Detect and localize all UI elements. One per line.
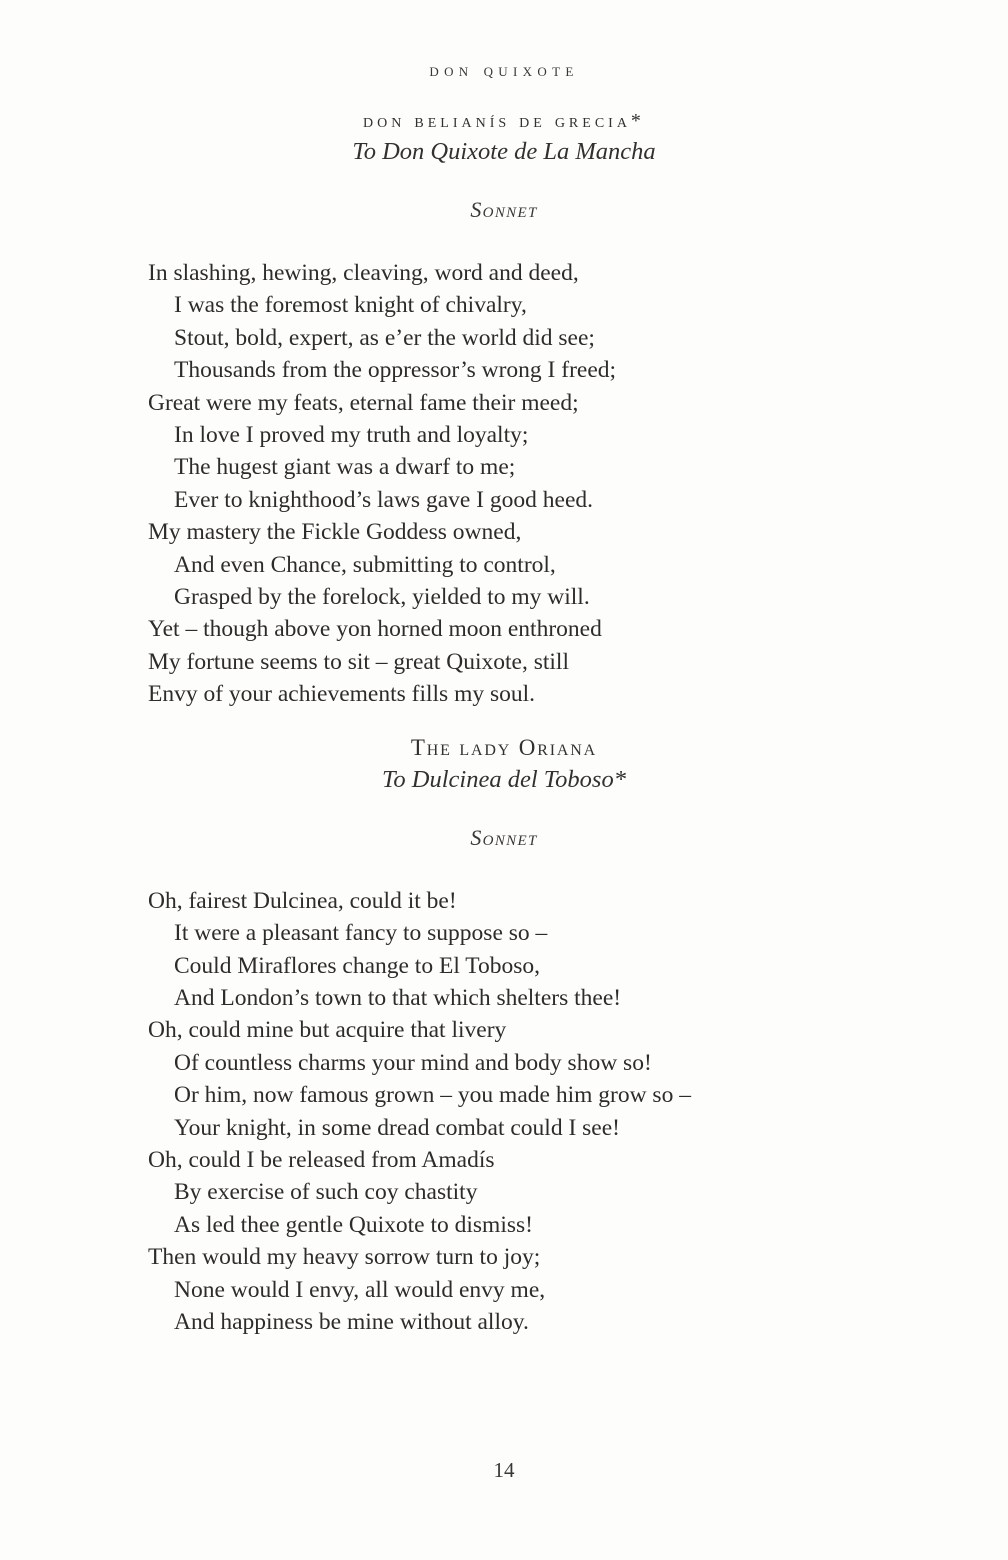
poem-line: Envy of your achievements fills my soul.: [148, 681, 536, 708]
poem-line: My fortune seems to sit – great Quixote, still: [148, 648, 569, 675]
poem-2: [148, 885, 898, 1339]
poem-line: Great were my feats, eternal fame their meed;: [148, 389, 579, 416]
poem-line: It were a pleasant fancy to suppose so –: [174, 920, 548, 947]
poem-line: In slashing, hewing, cleaving, word and deed,: [148, 260, 579, 286]
poem-line: In love I proved my truth and loyalty;: [174, 422, 529, 449]
poem-line: And even Chance, submitting to control,: [174, 551, 556, 578]
running-header: don quixote: [429, 60, 579, 81]
dedication-recipient-2: To Dulcinea del Toboso*: [382, 765, 626, 793]
poem-line: And happiness be mine without alloy.: [174, 1308, 529, 1335]
dedication-recipient-1: To Don Quixote de La Mancha: [352, 138, 656, 165]
poem-line: Ever to knighthood’s laws gave I good heed.: [174, 486, 593, 513]
dedication-heading-1: [0, 110, 1008, 166]
page-number: 14: [493, 1458, 515, 1482]
poem-line: Grasped by the forelock, yielded to my will.: [174, 584, 590, 611]
poem-line: I was the foremost knight of chivalry,: [174, 292, 527, 319]
poem-line: Could Miraflores change to El Toboso,: [174, 952, 541, 979]
dedication-author-1: don belianís de grecia*: [363, 110, 645, 132]
sonnet-section-2: [0, 735, 1008, 1339]
poem-line: Oh, fairest Dulcinea, could it be!: [148, 887, 457, 914]
poem-line: Oh, could mine but acquire that livery: [148, 1017, 507, 1044]
poem-line: My mastery the Fickle Goddess owned,: [148, 519, 522, 546]
dedication-author-2: The lady Oriana: [410, 734, 598, 760]
poem-1: [148, 257, 898, 711]
poem-line: As led thee gentle Quixote to dismiss!: [174, 1211, 533, 1238]
poem-line: By exercise of such coy chastity: [174, 1179, 478, 1206]
poem-line: Stout, bold, expert, as e’er the world did see;: [174, 324, 595, 351]
poem-line: Then would my heavy sorrow turn to joy;: [148, 1244, 541, 1271]
poem-form-label-2: Sonnet: [470, 824, 538, 850]
dedication-heading-2: [0, 735, 1008, 794]
sonnet-section-1: [0, 110, 1008, 711]
poem-line: Oh, could I be released from Amadís: [148, 1146, 495, 1173]
poem-line: None would I envy, all would envy me,: [174, 1276, 546, 1303]
poem-line: Yet – though above yon horned moon enthroned: [148, 616, 602, 643]
poem-line: Your knight, in some dread combat could I see!: [174, 1114, 620, 1141]
poem-line: Or him, now famous grown – you made him grow so –: [174, 1082, 691, 1109]
poem-line: Of countless charms your mind and body show so!: [174, 1049, 652, 1076]
poem-form-label-1: Sonnet: [470, 197, 538, 222]
poem-line: The hugest giant was a dwarf to me;: [174, 454, 516, 481]
poem-line: And London’s town to that which shelters thee!: [174, 984, 622, 1011]
poem-line: Thousands from the oppressor’s wrong I freed;: [174, 357, 617, 384]
